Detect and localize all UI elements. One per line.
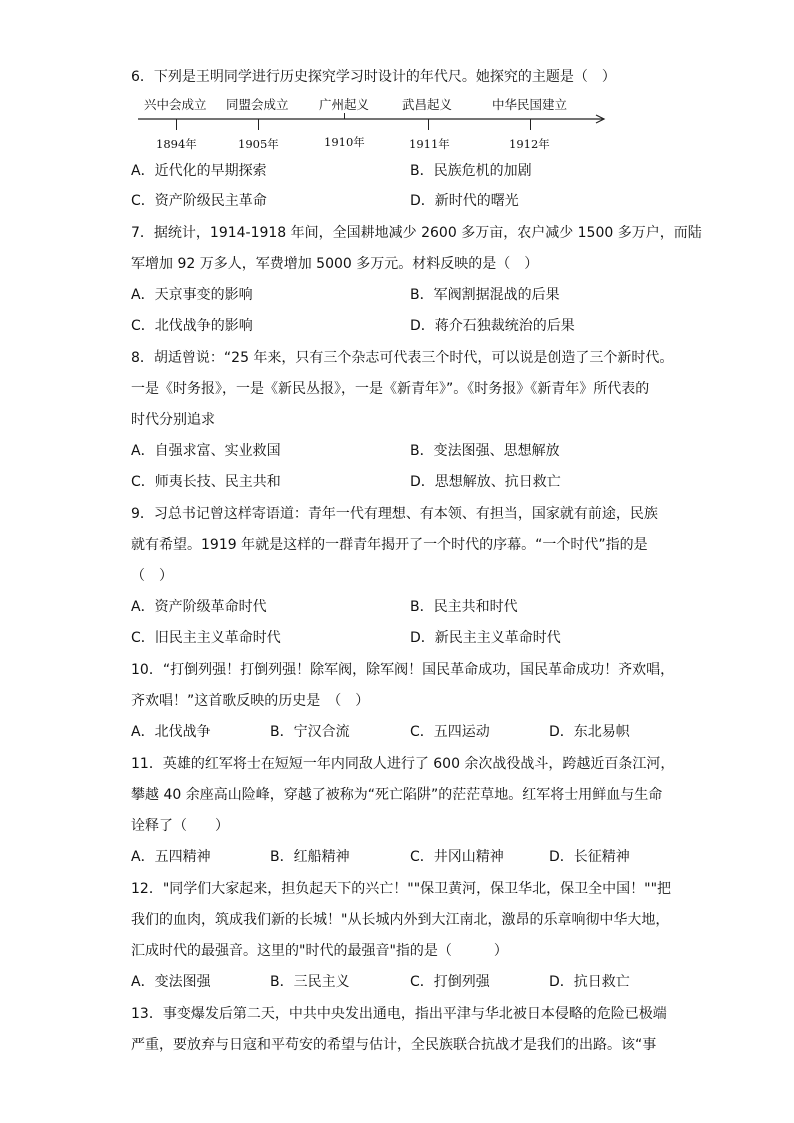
option: C．打倒列强 bbox=[410, 974, 490, 990]
option: B．民族危机的加剧 bbox=[410, 163, 532, 179]
option: D．新时代的曙光 bbox=[410, 193, 519, 209]
question-text: 9．习总书记曾这样寄语道：青年一代有理想、有本领、有担当，国家就有前途，民族 bbox=[131, 506, 658, 522]
option: D．长征精神 bbox=[549, 849, 630, 865]
question-text: 汇成时代的最强音。这里的"时代的最强音"指的是（ ） bbox=[131, 943, 508, 959]
option: B．三民主义 bbox=[270, 974, 350, 990]
option: D．东北易帜 bbox=[549, 724, 630, 740]
option: A．自强求富、实业救国 bbox=[131, 443, 281, 459]
question-text: 11．英雄的红军将士在短短一年内同敌人进行了 600 余次战役战斗，跨越近百条江河， bbox=[131, 756, 675, 772]
question-text: 严重，要放弃与日寇和平苟安的希望与估计，全民族联合抗战才是我们的出路。该“事 bbox=[131, 1037, 657, 1053]
option: C．资产阶级民主革命 bbox=[131, 193, 267, 209]
question-text: 我们的血肉，筑成我们新的长城！"从长城内外到大江南北，激昂的乐章响彻中华大地， bbox=[131, 912, 670, 928]
timeline-year: 1911年 bbox=[409, 137, 450, 151]
question-text: 13．事变爆发后第二天，中共中央发出通电，指出平津与华北被日本侵略的危险已极端 bbox=[131, 1006, 667, 1022]
question-text: 时代分别追求 bbox=[131, 412, 215, 428]
timeline-year: 1905年 bbox=[238, 137, 279, 151]
question-text: 齐欢唱！”这首歌反映的历史是 （ ） bbox=[131, 693, 370, 709]
question-text: 军增加 92 万多人，军费增加 5000 多万元。材料反映的是（ ） bbox=[131, 256, 539, 272]
question-text: 12．"同学们大家起来，担负起天下的兴亡！""保卫黄河，保卫华北，保卫全中国！""把 bbox=[131, 881, 672, 897]
timeline-tick bbox=[344, 113, 345, 119]
option: C．旧民主主义革命时代 bbox=[131, 630, 281, 646]
option: B．宁汉合流 bbox=[270, 724, 350, 740]
option: A．近代化的早期探索 bbox=[131, 163, 267, 179]
q6-stem: 6．下列是王明同学进行历史探究学习时设计的年代尺。她探究的主题是（ ） bbox=[131, 69, 616, 85]
timeline-event: 同盟会成立 bbox=[226, 97, 289, 112]
option: A．天京事变的影响 bbox=[131, 287, 253, 303]
timeline-event: 中华民国建立 bbox=[492, 97, 568, 112]
question-text: 8．胡适曾说：“25 年来，只有三个杂志可代表三个时代，可以说是创造了三个新时代。 bbox=[131, 350, 674, 366]
option: B．军阀割据混战的后果 bbox=[410, 287, 560, 303]
option: B．红船精神 bbox=[270, 849, 350, 865]
question-text: 就有希望。1919 年就是这样的一群青年揭开了一个时代的序幕。“一个时代”指的是 bbox=[131, 537, 648, 553]
option: A．资产阶级革命时代 bbox=[131, 599, 267, 615]
timeline-event: 广州起义 bbox=[319, 97, 370, 112]
question-text: 7．据统计，1914-1918 年间，全国耕地减少 2600 多万亩，农户减少 1500 多万户，而陆 bbox=[131, 225, 702, 241]
timeline-year: 1912年 bbox=[509, 137, 550, 151]
timeline-year: 1910年 bbox=[324, 135, 365, 149]
timeline-tick bbox=[258, 119, 259, 130]
timeline-tick bbox=[428, 119, 429, 130]
option: D．蒋介石独裁统治的后果 bbox=[410, 318, 575, 334]
timeline-year: 1894年 bbox=[156, 137, 197, 151]
timeline-tick bbox=[176, 119, 177, 130]
option: A．五四精神 bbox=[131, 849, 211, 865]
question-text: 10．“打倒列强！打倒列强！除军阀，除军阀！国民革命成功，国民革命成功！齐欢唱， bbox=[131, 662, 675, 678]
timeline-event: 武昌起义 bbox=[402, 97, 453, 112]
question-text: 攀越 40 余座高山险峰，穿越了被称为“死亡陷阱”的茫茫草地。红军将士用鲜血与生命 bbox=[131, 787, 663, 803]
option: B．变法图强、思想解放 bbox=[410, 443, 560, 459]
option: D．思想解放、抗日救亡 bbox=[410, 474, 561, 490]
question-text: （ ） bbox=[131, 568, 173, 584]
option: C．井冈山精神 bbox=[410, 849, 504, 865]
timeline-tick bbox=[530, 119, 531, 130]
option: C．北伐战争的影响 bbox=[131, 318, 253, 334]
option: C．五四运动 bbox=[410, 724, 490, 740]
timeline-axis-arrow bbox=[138, 114, 608, 124]
option: A．变法图强 bbox=[131, 974, 211, 990]
option: D．抗日救亡 bbox=[549, 974, 630, 990]
option: A．北伐战争 bbox=[131, 724, 211, 740]
option: B．民主共和时代 bbox=[410, 599, 518, 615]
question-text: 诠释了（ ） bbox=[131, 818, 229, 834]
option: D．新民主主义革命时代 bbox=[410, 630, 561, 646]
timeline-event: 兴中会成立 bbox=[144, 97, 207, 112]
question-text: 一是《时务报》，一是《新民丛报》，一是《新青年》”。《时务报》《新青年》所代表的 bbox=[131, 381, 650, 397]
option: C．师夷长技、民主共和 bbox=[131, 474, 281, 490]
